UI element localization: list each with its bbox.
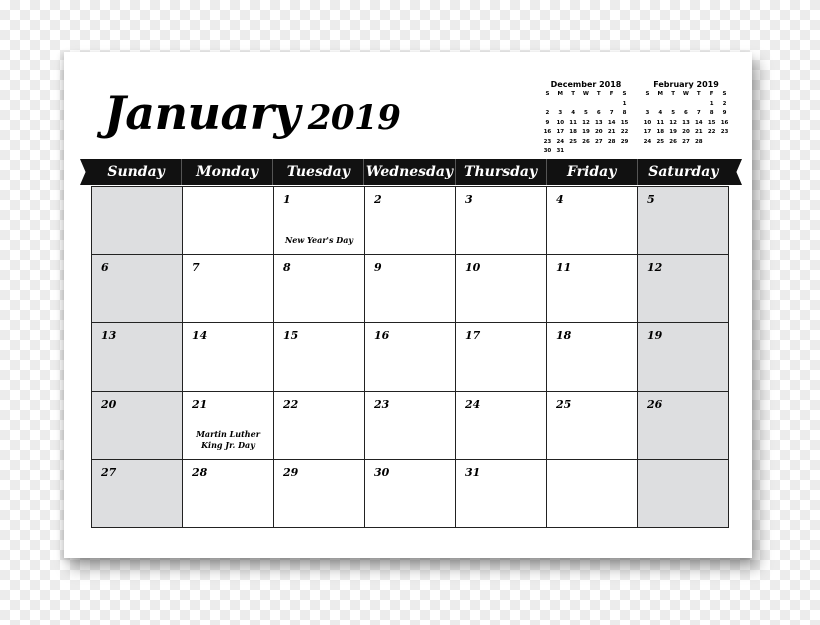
- weekday-sunday: Sunday: [91, 159, 182, 185]
- mini-calendar-body: [541, 100, 631, 157]
- day-cell[interactable]: [365, 323, 456, 391]
- day-cell[interactable]: [456, 392, 547, 460]
- day-cell[interactable]: [183, 255, 274, 323]
- day-number: 17: [465, 329, 481, 343]
- day-number: 9: [374, 261, 382, 275]
- day-cell[interactable]: [456, 187, 547, 255]
- mini-day: 7: [696, 110, 701, 116]
- mini-day: 20: [594, 129, 603, 135]
- mini-day: 13: [682, 119, 690, 126]
- mini-weekday: T: [571, 91, 575, 97]
- day-number: 20: [101, 397, 117, 411]
- mini-day: 19: [582, 129, 590, 135]
- mini-day: 5: [584, 110, 588, 116]
- mini-day: 25: [569, 138, 577, 145]
- day-number: 14: [192, 329, 208, 343]
- mini-weekday: M: [657, 91, 663, 97]
- mini-day: [580, 147, 593, 157]
- mini-day: [605, 147, 618, 157]
- mini-day: 24: [556, 138, 565, 145]
- day-number: 30: [374, 465, 390, 479]
- mini-day: 15: [620, 119, 629, 126]
- day-number: 4: [556, 193, 564, 206]
- month-year: 2019: [307, 98, 401, 138]
- mini-day: 26: [582, 138, 590, 145]
- day-number: 5: [647, 193, 655, 206]
- mini-weekday: S: [622, 91, 627, 97]
- mini-calendar-title: February 2019: [653, 80, 719, 89]
- mini-day: 3: [645, 110, 650, 116]
- mini-day: 19: [669, 129, 677, 135]
- mini-day: 11: [569, 119, 577, 126]
- mini-day: [605, 100, 618, 110]
- mini-day: [567, 100, 580, 110]
- mini-day: 18: [656, 129, 665, 135]
- day-cell[interactable]: [365, 392, 456, 460]
- day-cell[interactable]: [547, 255, 638, 323]
- mini-day: [667, 100, 680, 110]
- day-number: 21: [192, 397, 208, 411]
- day-cell[interactable]: [547, 392, 638, 460]
- mini-day: 21: [694, 129, 703, 135]
- day-number: 12: [647, 261, 663, 275]
- mini-weekday: S: [545, 91, 550, 97]
- day-cell[interactable]: [274, 187, 365, 255]
- day-cell[interactable]: [638, 460, 729, 528]
- day-number: 27: [101, 465, 117, 479]
- day-number: 28: [192, 465, 208, 479]
- mini-day: 23: [543, 138, 552, 145]
- day-cell[interactable]: [183, 392, 274, 460]
- mini-day: 23: [720, 129, 729, 135]
- month-name: January: [104, 86, 300, 140]
- mini-day: [718, 138, 731, 148]
- mini-day: 22: [620, 129, 629, 135]
- mini-day: 10: [556, 119, 565, 126]
- mini-day: 5: [671, 110, 676, 116]
- mini-calendar-next: [641, 80, 731, 147]
- mini-day: 7: [609, 110, 614, 116]
- mini-weekday: F: [709, 91, 714, 97]
- day-number: 2: [374, 193, 382, 206]
- day-number: 15: [283, 329, 299, 343]
- mini-day: 14: [694, 119, 703, 126]
- mini-day: 6: [596, 110, 601, 116]
- day-cell[interactable]: [274, 255, 365, 323]
- mini-day: [580, 100, 593, 110]
- day-number: 23: [374, 397, 390, 411]
- day-cell[interactable]: [274, 460, 365, 528]
- mini-weekday: W: [582, 91, 589, 97]
- weekday-header-row: [91, 159, 729, 185]
- mini-week-row: [541, 109, 631, 119]
- weekday-thursday: Thursday: [456, 159, 547, 185]
- day-number: 10: [465, 261, 481, 275]
- mini-day: 1: [709, 100, 714, 107]
- mini-weekday: W: [682, 91, 689, 97]
- mini-day: 13: [594, 119, 603, 126]
- mini-weekday: T: [671, 91, 675, 97]
- mini-day: 9: [545, 119, 550, 126]
- day-cell[interactable]: [638, 187, 729, 255]
- day-number: 6: [101, 261, 109, 275]
- mini-day: [680, 100, 693, 110]
- day-cell[interactable]: [183, 460, 274, 528]
- mini-calendar-title: December 2018: [550, 80, 622, 89]
- day-cell[interactable]: [456, 460, 547, 528]
- mini-day: 27: [682, 138, 690, 145]
- day-cell[interactable]: [92, 392, 183, 460]
- day-number: 26: [647, 397, 663, 411]
- weekday-tuesday: Tuesday: [273, 159, 364, 185]
- day-cell[interactable]: [365, 187, 456, 255]
- mini-calendar-header-row: [641, 90, 731, 100]
- mini-day: 20: [682, 129, 690, 135]
- day-cell[interactable]: [547, 187, 638, 255]
- month-grid: [91, 186, 729, 528]
- mini-calendar-body: [641, 100, 731, 148]
- event-label: New Year's Day: [284, 235, 354, 246]
- mini-day: 11: [656, 119, 665, 126]
- mini-day: 10: [643, 119, 652, 126]
- mini-day: 30: [543, 148, 552, 154]
- mini-week-row: [641, 109, 731, 119]
- mini-weekday: S: [645, 91, 650, 97]
- mini-day: [618, 147, 631, 157]
- mini-week-row: [641, 128, 731, 138]
- mini-day: 22: [707, 129, 716, 135]
- day-cell[interactable]: [183, 187, 274, 255]
- mini-day: 27: [594, 138, 603, 145]
- mini-day: 8: [709, 110, 714, 116]
- mini-day: [692, 100, 705, 110]
- mini-day: 21: [607, 129, 616, 135]
- mini-day: 8: [622, 110, 627, 116]
- mini-weekday: T: [696, 91, 701, 97]
- mini-weekday: F: [609, 91, 614, 97]
- mini-weekday: M: [557, 91, 563, 97]
- day-cell[interactable]: [456, 255, 547, 323]
- mini-week-row: [641, 138, 731, 148]
- mini-day: 16: [720, 119, 729, 126]
- day-cell[interactable]: [638, 323, 729, 391]
- day-number: 11: [556, 261, 572, 275]
- day-cell[interactable]: [92, 187, 183, 255]
- mini-week-row: [541, 138, 631, 148]
- mini-day: 1: [622, 100, 627, 107]
- weekday-saturday: Saturday: [648, 164, 719, 180]
- mini-day: 25: [656, 138, 665, 145]
- day-number: 1: [283, 193, 291, 206]
- mini-day: [592, 147, 605, 157]
- day-cell[interactable]: [547, 323, 638, 391]
- day-cell[interactable]: [92, 255, 183, 323]
- mini-day: 31: [556, 148, 565, 154]
- day-number: 25: [556, 397, 572, 411]
- mini-day: 2: [545, 110, 550, 116]
- mini-day: 17: [643, 129, 652, 135]
- mini-day: [705, 138, 718, 148]
- weekday-monday: Monday: [182, 159, 273, 185]
- day-number: 24: [465, 397, 481, 411]
- day-number: 18: [556, 329, 572, 343]
- mini-day: 4: [658, 110, 663, 116]
- day-number: 31: [465, 465, 481, 479]
- mini-day: 14: [607, 119, 616, 126]
- mini-calendar-table: [541, 90, 631, 157]
- day-number: 16: [374, 329, 390, 343]
- mini-day: 17: [556, 129, 565, 135]
- mini-day: 2: [722, 100, 727, 107]
- mini-day: [641, 100, 654, 110]
- mini-weekday: T: [596, 91, 601, 97]
- day-cell[interactable]: [456, 323, 547, 391]
- mini-day: 9: [722, 110, 727, 116]
- mini-week-row: [541, 147, 631, 157]
- mini-week-row: [541, 128, 631, 138]
- weekday-friday: Friday: [547, 159, 638, 185]
- mini-day: [567, 147, 580, 157]
- day-cell[interactable]: [92, 460, 183, 528]
- mini-day: 12: [582, 119, 590, 126]
- mini-week-row: [641, 119, 731, 129]
- mini-day: 28: [607, 138, 616, 145]
- mini-weekday: S: [722, 91, 727, 97]
- day-number: 22: [283, 397, 299, 411]
- mini-day: 6: [684, 110, 688, 116]
- mini-day: 4: [571, 110, 576, 116]
- mini-day: 15: [707, 119, 716, 126]
- mini-week-row: [641, 100, 731, 110]
- day-number: 3: [465, 193, 473, 206]
- mini-day: [541, 100, 554, 110]
- mini-day: 12: [669, 119, 677, 126]
- month-title: [104, 86, 400, 140]
- weekday-wednesday: Wednesday: [364, 159, 455, 185]
- day-cell[interactable]: [183, 323, 274, 391]
- mini-day: [554, 100, 567, 110]
- day-cell[interactable]: [274, 392, 365, 460]
- mini-day: 16: [543, 129, 552, 135]
- day-number: 7: [192, 261, 200, 275]
- mini-day: [592, 100, 605, 110]
- mini-day: 26: [669, 138, 677, 145]
- mini-day: 24: [643, 138, 652, 145]
- day-cell[interactable]: [638, 392, 729, 460]
- mini-calendar-table: [641, 90, 731, 147]
- mini-day: [654, 100, 667, 110]
- day-cell[interactable]: [365, 460, 456, 528]
- mini-calendar-previous: [541, 80, 631, 157]
- day-cell[interactable]: [365, 255, 456, 323]
- day-number: 8: [283, 261, 291, 275]
- mini-day: 28: [694, 138, 703, 145]
- mini-week-row: [541, 119, 631, 129]
- mini-week-row: [541, 100, 631, 110]
- mini-calendar-header-row: [541, 90, 631, 100]
- day-cell[interactable]: [274, 323, 365, 391]
- day-cell[interactable]: [92, 323, 183, 391]
- day-number: 19: [647, 329, 663, 343]
- mini-day: 18: [569, 129, 577, 135]
- day-number: 13: [101, 329, 117, 343]
- day-cell[interactable]: [547, 460, 638, 528]
- day-cell[interactable]: [638, 255, 729, 323]
- mini-day: 29: [620, 138, 629, 145]
- event-label: Martin Luther King Jr. Day: [196, 428, 260, 450]
- mini-day: 3: [558, 110, 563, 116]
- day-number: 29: [283, 465, 299, 479]
